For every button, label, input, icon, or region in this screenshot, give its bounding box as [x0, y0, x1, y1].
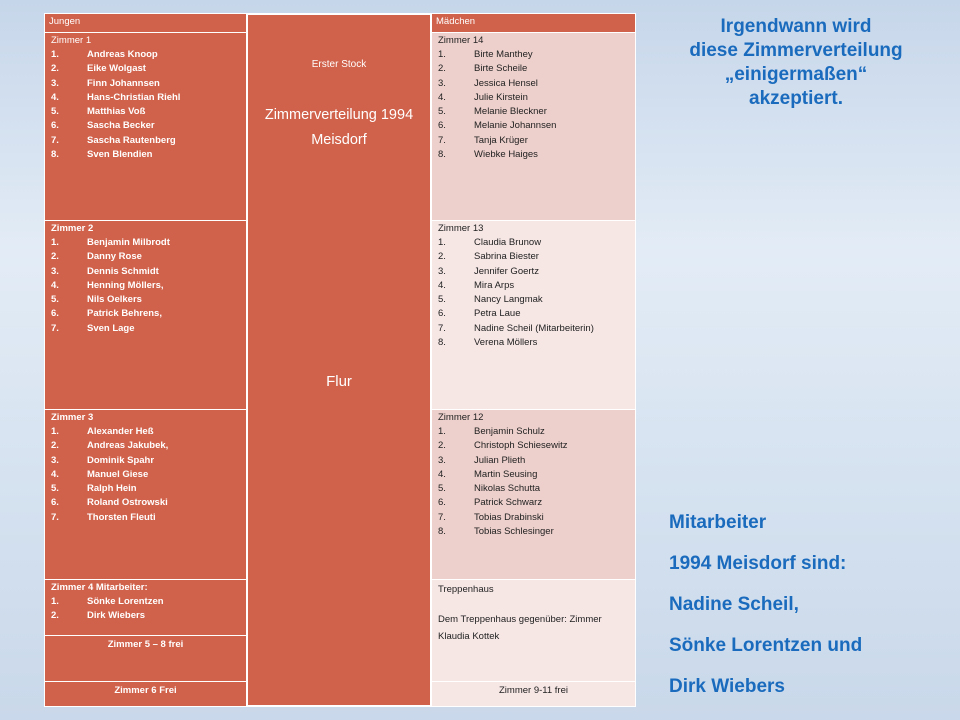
- member-name: Nils Oelkers: [87, 294, 142, 306]
- member-list: 1. Alexander Heß 2. Andreas Jakubek, 3. Dominik Spahr 4. Manuel Giese 5. Ralph Hein 6. Roland Ostrowski 7. Thorsten Fleuti: [45, 425, 246, 525]
- staff-line: 1994 Meisdorf sind:: [669, 553, 847, 574]
- corridor-label: Flur: [326, 373, 352, 390]
- room-title: Zimmer 3: [51, 412, 94, 423]
- room-4: [44, 579, 247, 636]
- member-name: Andreas Jakubek,: [87, 440, 169, 452]
- member-name: Wiebke Haiges: [474, 149, 538, 161]
- room-13: [431, 220, 636, 410]
- room-title: Zimmer 14: [438, 35, 484, 46]
- member-name: Tobias Drabinski: [474, 511, 544, 523]
- member-name: Manuel Giese: [87, 468, 149, 480]
- free-room-6: Zimmer 6 Frei: [44, 681, 247, 707]
- room-2: [44, 220, 247, 410]
- member-name: Birte Scheile: [474, 63, 528, 75]
- member-name: Verena Möllers: [474, 337, 538, 349]
- heading-line: Irgendwann wird: [720, 16, 872, 37]
- member-name: Sven Blendien: [87, 149, 153, 161]
- member-name: Dennis Schmidt: [87, 265, 159, 277]
- member-name: Henning Möllers,: [87, 279, 164, 291]
- boys-header: Jungen: [44, 13, 247, 33]
- member-name: Alexander Heß: [87, 426, 154, 437]
- member-list: 1. Andreas Knoop 2. Eike Wolgast 3. Finn Johannsen 4. Hans-Christian Riehl 5. Matthias Voß 6. Sascha Becker 7. Sascha Rautenberg 8. Sven Blendien: [45, 48, 246, 162]
- member-name: Roland Ostrowski: [87, 497, 168, 509]
- room-1: [44, 32, 247, 221]
- member-name: Julie Kirstein: [474, 91, 528, 103]
- room-12: [431, 409, 636, 580]
- member-name: Danny Rose: [87, 251, 142, 263]
- member-name: Tanja Krüger: [474, 134, 528, 146]
- member-name: Claudia Brunow: [474, 237, 542, 248]
- member-list: 1. Sönke Lorentzen 2. Dirk Wiebers: [45, 595, 246, 624]
- member-name: Patrick Schwarz: [474, 497, 543, 509]
- plan-title: Zimmerverteilung 1994: [264, 107, 414, 123]
- member-name: Sönke Lorentzen: [87, 596, 164, 607]
- member-name: Sabrina Biester: [474, 251, 539, 263]
- room-title: Zimmer 1: [51, 35, 92, 46]
- room-title: Zimmer 2: [51, 223, 94, 234]
- plan-location: Meisdorf: [311, 132, 367, 148]
- member-list: 1. Birte Manthey 2. Birte Scheile 3. Jessica Hensel 4. Julie Kirstein 5. Melanie Bleckner 6. Melanie Johannsen 7. Tanja Krüger 8. Wiebke Haiges: [432, 48, 635, 162]
- member-name: Christoph Schiesewitz: [474, 440, 568, 452]
- room-14: [431, 32, 636, 221]
- girls-header: Mädchen: [431, 13, 636, 33]
- staff-line: Nadine Scheil,: [669, 594, 799, 615]
- member-name: Matthias Voß: [87, 106, 146, 118]
- staff-line: Dirk Wiebers: [669, 676, 785, 697]
- free-rooms-9-11: Zimmer 9-11 frei: [431, 681, 636, 707]
- member-name: Birte Manthey: [474, 49, 533, 60]
- free-rooms-5-8: Zimmer 5 – 8 frei: [44, 635, 247, 682]
- heading-line: diese Zimmerverteilung: [689, 40, 903, 61]
- member-name: Mira Arps: [474, 279, 515, 291]
- member-name: Dominik Spahr: [87, 454, 155, 466]
- heading-line: akzeptiert.: [749, 88, 843, 109]
- stairwell-name: Klaudia Kottek: [438, 631, 500, 642]
- member-name: Finn Johannsen: [87, 77, 160, 89]
- member-name: Dirk Wiebers: [87, 610, 145, 622]
- member-name: Ralph Hein: [87, 483, 137, 495]
- member-name: Tobias Schlesinger: [474, 526, 554, 538]
- stairwell-title: Treppenhaus: [438, 584, 494, 595]
- member-name: Hans-Christian Riehl: [87, 91, 181, 103]
- staff-line: Mitarbeiter: [669, 512, 767, 533]
- slide-heading: [660, 15, 932, 111]
- member-name: Sascha Becker: [87, 120, 155, 132]
- member-name: Thorsten Fleuti: [87, 511, 156, 523]
- member-name: Nadine Scheil (Mitarbeiterin): [474, 322, 594, 334]
- room-title: Zimmer 12: [438, 412, 484, 423]
- room-title: Zimmer 4 Mitarbeiter:: [51, 582, 148, 593]
- member-name: Julian Plieth: [474, 454, 526, 466]
- member-name: Patrick Behrens,: [87, 308, 162, 320]
- staff-note: [669, 508, 862, 713]
- corridor-column: [246, 13, 432, 707]
- stairwell-note: Dem Treppenhaus gegenüber: Zimmer: [438, 614, 602, 625]
- room-title: Zimmer 13: [438, 223, 484, 234]
- member-name: Martin Seusing: [474, 468, 538, 480]
- staff-line: Sönke Lorentzen und: [669, 635, 863, 656]
- member-name: Andreas Knoop: [87, 49, 158, 60]
- stairwell: [431, 579, 636, 682]
- member-name: Benjamin Schulz: [474, 426, 545, 437]
- member-list: 1. Benjamin Schulz 2. Christoph Schiesewitz 3. Julian Plieth 4. Martin Seusing 5. Nikolas Schutta 6. Patrick Schwarz 7. Tobias Drabinski 8. Tobias Schlesinger: [432, 425, 635, 539]
- member-name: Melanie Bleckner: [474, 106, 547, 118]
- member-list: 1. Claudia Brunow 2. Sabrina Biester 3. Jennifer Goertz 4. Mira Arps 5. Nancy Langmak 6. Petra Laue 7. Nadine Scheil (Mitarbeiterin) 8. Verena Möllers: [432, 236, 635, 350]
- member-name: Melanie Johannsen: [474, 120, 557, 132]
- member-name: Nikolas Schutta: [474, 483, 541, 495]
- member-name: Nancy Langmak: [474, 294, 543, 306]
- member-name: Sven Lage: [87, 322, 135, 334]
- floor-label: Erster Stock: [311, 59, 367, 70]
- room-table: [44, 13, 636, 707]
- member-list: 1. Benjamin Milbrodt 2. Danny Rose 3. Dennis Schmidt 4. Henning Möllers, 5. Nils Oelkers 6. Patrick Behrens, 7. Sven Lage: [45, 236, 246, 336]
- member-name: Jessica Hensel: [474, 77, 538, 89]
- member-name: Eike Wolgast: [87, 63, 146, 75]
- heading-line: „einigermaßen“: [724, 64, 868, 85]
- member-name: Petra Laue: [474, 308, 521, 320]
- member-name: Sascha Rautenberg: [87, 134, 176, 146]
- member-name: Jennifer Goertz: [474, 265, 539, 277]
- room-3: [44, 409, 247, 580]
- member-name: Benjamin Milbrodt: [87, 237, 170, 248]
